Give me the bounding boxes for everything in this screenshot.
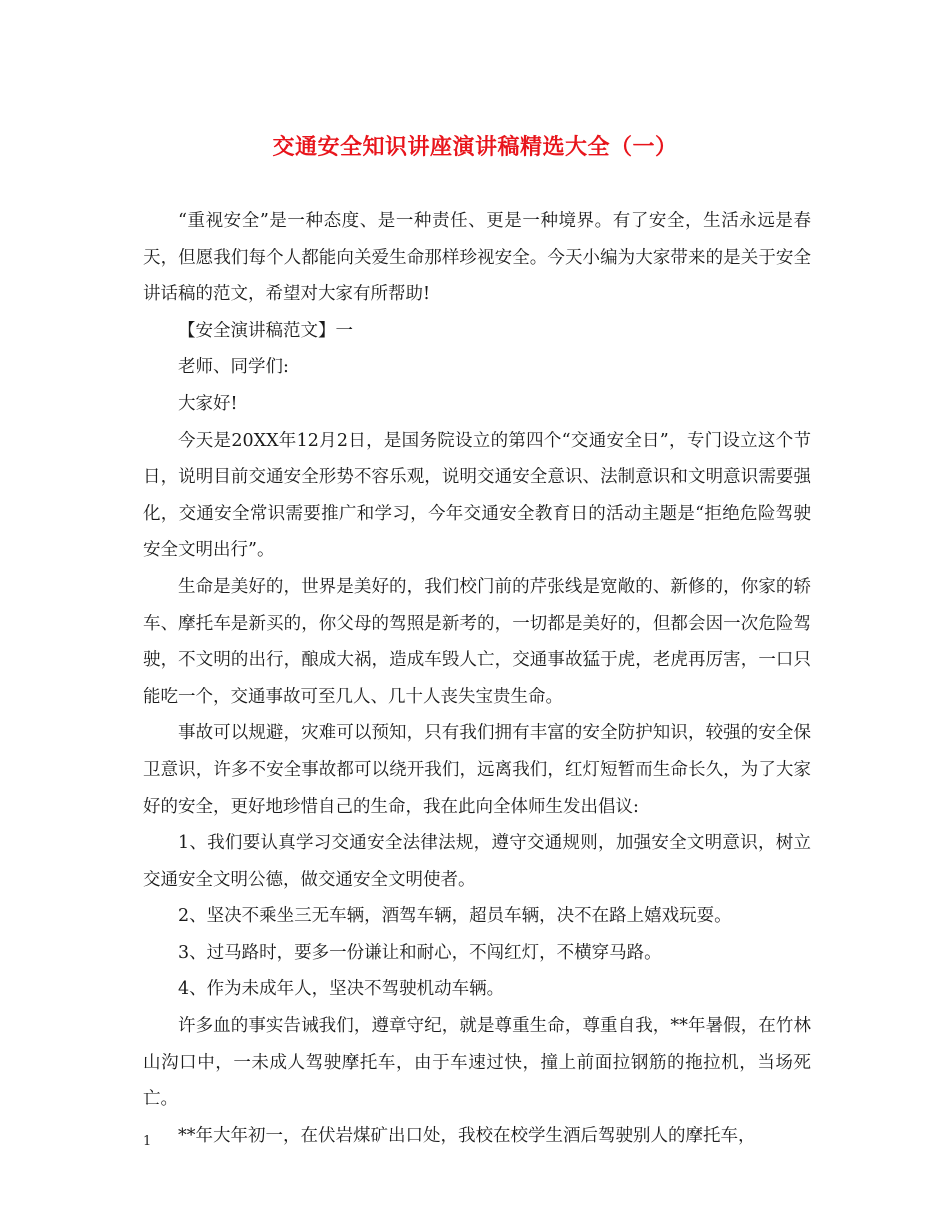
- paragraph-new-year-incident: **年大年初一，在伏岩煤矿出口处，我校在校学生酒后驾驶别人的摩托车，: [178, 1125, 756, 1146]
- paragraph-greeting: 大家好!: [178, 393, 238, 414]
- paragraph-lesson: 许多血的事实告诫我们，遵章守纪，就是尊重生命，尊重自我，**年暑假，在竹林山沟口中，一未成人驾驶摩托车，由于车速过快，撞上前面拉钢筋的拖拉机，当场死亡。: [143, 1016, 811, 1110]
- paragraph-life-is-beautiful: 生命是美好的，世界是美好的，我们校门前的芹张线是宽敞的、新修的，你家的轿车、摩托车是新买的，你父母的驾照是新考的，一切都是美好的，但都会因一次危险驾驶，不文明的出行，酿成大祸，造成车毁人亡，交通事故猛于虎，老虎再厉害，一口只能吃一个，交通事故可至几人、几十人丧失宝贵生命。: [143, 576, 811, 707]
- paragraph-item-2: 2、坚决不乘坐三无车辆，酒驾车辆，超员车辆，决不在路上嬉戏玩耍。: [178, 906, 732, 927]
- document-body: [143, 203, 811, 1154]
- paragraph-proposal: 事故可以规避，灾难可以预知，只有我们拥有丰富的安全防护知识，较强的安全保卫意识，许多不安全事故都可以绕开我们，远离我们，红灯短暂而生命长久，为了大家好的安全，更好地珍惜自己的生命，我在此向全体师生发出倡议:: [143, 723, 811, 817]
- page-number: 1: [143, 1134, 152, 1149]
- document-title: 交通安全知识讲座演讲稿精选大全（一）: [272, 134, 678, 160]
- paragraph-section-heading: 【安全演讲稿范文】一: [178, 320, 353, 341]
- paragraph-safety-day: 今天是20XX年12月2日，是国务院设立的第四个“交通安全日”，专门设立这个节日，说明目前交通安全形势不容乐观，说明交通安全意识、法制意识和文明意识需要强化，交通安全常识需要推广和学习，今年交通安全教育日的活动主题是“拒绝危险驾驶 安全文明出行”。: [143, 430, 811, 561]
- paragraph-item-1: 1、我们要认真学习交通安全法律法规，遵守交通规则，加强安全文明意识，树立交通安全文明公德，做交通安全文明使者。: [143, 833, 811, 890]
- paragraph-salutation: 老师、同学们:: [178, 357, 289, 378]
- paragraph-item-4: 4、作为未成年人，坚决不驾驶机动车辆。: [178, 979, 505, 1000]
- paragraph-intro: “重视安全”是一种态度、是一种责任、更是一种境界。有了安全，生活永远是春天，但愿我们每个人都能向关爱生命那样珍视安全。今天小编为大家带来的是关于安全讲话稿的范文，希望对大家有所帮助!: [143, 211, 811, 305]
- paragraph-item-3: 3、过马路时，要多一份谦让和耐心，不闯红灯，不横穿马路。: [178, 942, 662, 963]
